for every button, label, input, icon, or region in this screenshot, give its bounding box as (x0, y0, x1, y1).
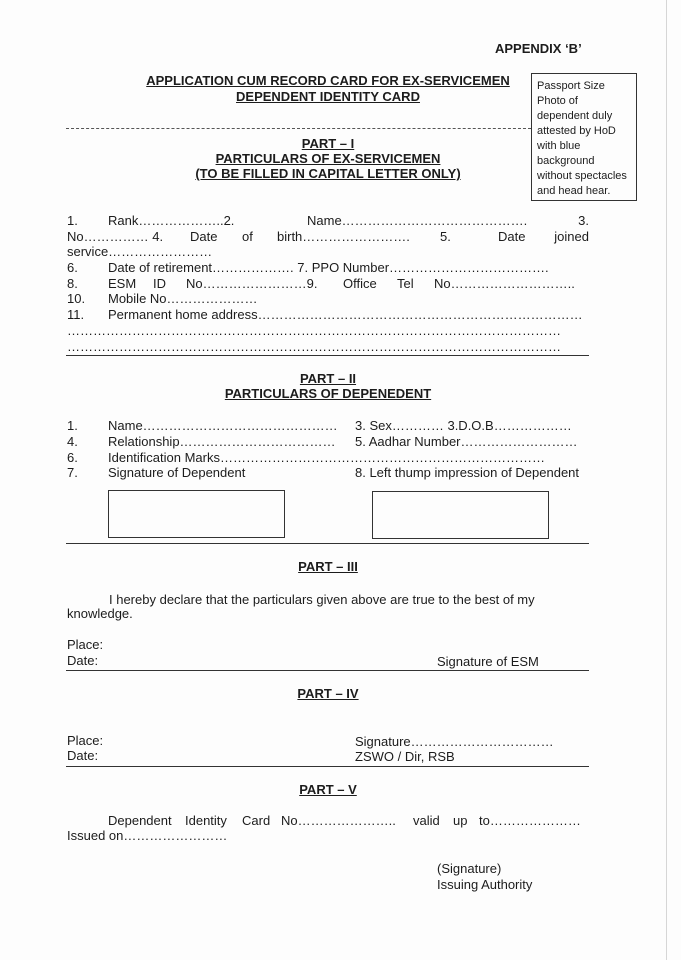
part2-subheading: PARTICULARS OF DEPENEDENT (224, 386, 432, 401)
ex-servicemen-row-esm (67, 276, 589, 292)
thumb-impression-box[interactable] (372, 491, 549, 539)
dependent-row-signature (67, 465, 589, 481)
word-up: up (453, 813, 468, 828)
ex-servicemen-row-service (67, 244, 589, 260)
date-label: Date: (67, 653, 99, 668)
dependent-row-name (67, 418, 589, 434)
ex-servicemen-row-mobile (67, 291, 589, 307)
word-date: Date (498, 229, 526, 244)
word-card: Card (242, 813, 271, 828)
name-field[interactable]: Name……………………………………. (307, 213, 528, 228)
item-number: 6. (67, 450, 78, 465)
dependent-row-marks (67, 450, 589, 466)
zswo-signature-field[interactable]: Signature…………………………… (355, 734, 554, 749)
issuing-authority-label: Issuing Authority (437, 877, 533, 892)
item-number: 1. (67, 213, 78, 228)
section-divider (66, 543, 589, 544)
ex-servicemen-row-dob (67, 229, 589, 245)
word-esm: ESM (108, 276, 137, 291)
esm-id-field[interactable]: No……………………9. (186, 276, 318, 291)
photo-box-line: and head hear. (537, 185, 611, 197)
address-continuation[interactable]: …………………………………………………………………………………………………… (67, 339, 561, 354)
word-office: Office (343, 276, 377, 291)
service-field[interactable]: service…………………… (67, 244, 213, 259)
relationship-field[interactable]: Relationship……………………………… (108, 434, 336, 449)
part4-heading: PART – IV (297, 686, 359, 701)
issued-on-field[interactable]: Issued on…………………… (67, 828, 228, 843)
ex-servicemen-row-retirement (67, 260, 589, 276)
word-date: Date (190, 229, 218, 244)
identification-marks-field[interactable]: Identification Marks………………………………………………………………… (108, 450, 545, 465)
mobile-field[interactable]: Mobile No………………… (108, 291, 258, 306)
dependent-name-field[interactable]: Name……………………………………… (108, 418, 338, 433)
word-identity: Identity (185, 813, 227, 828)
number-field[interactable]: No…………… 4. (67, 229, 164, 244)
part5-heading: PART – V (299, 782, 357, 797)
photo-box-line: without spectacles (537, 170, 627, 182)
form-title-line2: DEPENDENT IDENTITY CARD (236, 89, 420, 104)
part2-heading: PART – II (299, 371, 357, 386)
appendix-label: APPENDIX ‘B’ (495, 41, 582, 56)
photo-box-line: dependent duly (537, 110, 613, 122)
page-edge (666, 0, 667, 960)
declaration-line1: I hereby declare that the particulars given above are true to the best of my (109, 592, 535, 607)
word-joined: joined (554, 229, 589, 244)
item-number: 1. (67, 418, 78, 433)
retirement-ppo-field[interactable]: Date of retirement………………. 7. PPO Number………………………………. (108, 260, 549, 275)
address-line-3 (67, 339, 589, 355)
id-card-number-field[interactable]: No………………….. (281, 813, 396, 828)
section-divider (66, 355, 589, 356)
office-tel-field[interactable]: No……………………….. (434, 276, 575, 291)
dependent-row-relationship (67, 434, 589, 450)
date-label: Date: (67, 748, 99, 763)
section-divider (66, 670, 589, 671)
photo-box-line: Passport Size (537, 80, 605, 92)
place-label: Place: (67, 637, 104, 652)
dependent-signature-label: Signature of Dependent (108, 465, 246, 480)
item-number: 3. (578, 213, 589, 228)
ex-servicemen-row-address (67, 307, 589, 323)
item-number: 5. (440, 229, 451, 244)
valid-upto-field[interactable]: to………………… (479, 813, 581, 828)
form-title-line1: APPLICATION CUM RECORD CARD FOR EX-SERVICEMEN (146, 73, 510, 88)
aadhar-field[interactable]: 5. Aadhar Number……………………… (355, 434, 578, 449)
thumb-impression-label: 8. Left thump impression of Dependent (355, 465, 580, 480)
word-id: ID (153, 276, 166, 291)
item-number: 8. (67, 276, 78, 291)
esm-signature-label: Signature of ESM (437, 654, 539, 669)
word-dependent: Dependent (108, 813, 172, 828)
zswo-designation: ZSWO / Dir, RSB (355, 749, 455, 764)
dependent-signature-box[interactable] (108, 490, 285, 538)
address-line-2 (67, 323, 589, 339)
ex-servicemen-row-rank (67, 213, 589, 229)
photo-box-line: with blue (537, 140, 581, 152)
authority-signature-label: (Signature) (437, 861, 502, 876)
section-divider (66, 766, 589, 767)
birth-date-field[interactable]: birth……………………. (277, 229, 410, 244)
sex-dob-field[interactable]: 3. Sex………… 3.D.O.B……………… (355, 418, 572, 433)
item-number: 7. (67, 465, 78, 480)
item-number: 4. (67, 434, 78, 449)
part1-heading: PART – I (301, 136, 355, 151)
word-valid: valid (413, 813, 440, 828)
part3-heading: PART – III (298, 559, 358, 574)
rank-field[interactable]: Rank………………..2. (108, 213, 235, 228)
place-label: Place: (67, 733, 104, 748)
photo-box-line: Photo of (537, 95, 578, 107)
word-of: of (242, 229, 253, 244)
address-continuation[interactable]: …………………………………………………………………………………………………… (67, 323, 561, 338)
item-number: 11. (67, 307, 85, 322)
dashed-divider (66, 128, 531, 129)
declaration-line2: knowledge. (67, 606, 133, 621)
id-card-row (67, 813, 589, 829)
photo-box-line: attested by HoD (537, 125, 616, 137)
item-number: 10. (67, 291, 86, 306)
word-tel: Tel (397, 276, 414, 291)
part1-subheading: PARTICULARS OF EX-SERVICEMEN (215, 151, 441, 166)
photo-box-line: background (537, 155, 595, 167)
address-field[interactable]: Permanent home address………………………………………………………………… (108, 307, 583, 322)
part1-instruction: (TO BE FILLED IN CAPITAL LETTER ONLY) (195, 166, 461, 181)
item-number: 6. (67, 260, 78, 275)
